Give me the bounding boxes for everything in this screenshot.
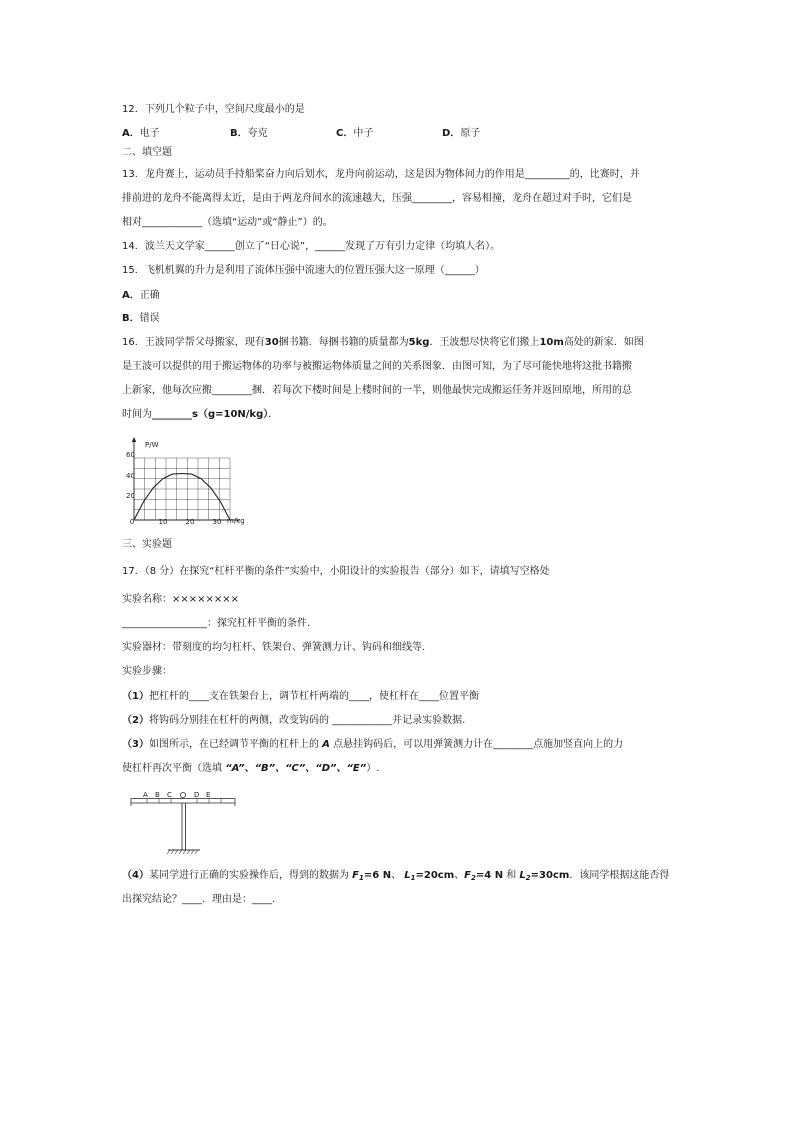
option-letter: C．: [336, 128, 354, 139]
q16-height: 10m: [539, 337, 564, 348]
option-letter: B．: [122, 313, 140, 324]
q13-line1: 13．龙舟赛上，运动员手持船桨奋力向后划水，龙舟向前运动，这是因为物体间力的作用是_________的，比赛时，并: [122, 169, 640, 180]
x-tick-label: 30: [212, 518, 222, 526]
q17-step4-line1: [122, 869, 669, 885]
lever-diagram: [128, 786, 244, 858]
q16-text: 时间为: [122, 409, 152, 420]
step-text: ．该同学根据这能否得: [569, 870, 670, 881]
q17-step2: [122, 714, 465, 728]
q12-option-a: [122, 127, 160, 141]
choices: “A”、“B”、“C”、“D”、“E”: [225, 763, 367, 774]
formula-l1-value: =20cm: [415, 870, 455, 881]
x-tick-label: 0: [129, 518, 135, 526]
step-text: 使杠杆再次平衡（选填: [122, 763, 226, 774]
q16-line2: 是王波可以提供的用于搬运物体的功率与被搬运物体质量之间的关系图象．由图可知，为了尽可能快地将这批书籍搬: [122, 361, 632, 372]
q14-text: 14．波兰天文学家______创立了“日心说”，______发现了万有引力定律（均填人名）。: [122, 241, 501, 252]
q17-purpose: _________________：探究杠杆平衡的条件.: [122, 618, 311, 629]
formula-l2: $L_2$: [519, 870, 531, 882]
q16-text: 捆书籍．每捆书籍的质量都为: [278, 337, 409, 348]
option-text: 原子: [460, 128, 481, 139]
option-letter: D．: [442, 128, 461, 139]
point-label-b: B: [155, 791, 160, 799]
formula-f2: $F_2$: [464, 870, 476, 882]
lever-beam: [131, 799, 235, 804]
power-curve: [134, 474, 230, 521]
option-text: 电子: [139, 128, 160, 139]
q13-line2: 排前进的龙舟不能离得太近，是由于两龙舟间水的流速越大，压强________，容易相撞，龙舟在超过对手时，它们是: [122, 193, 632, 204]
option-text: 正确: [139, 290, 160, 301]
step-text: 如图所示，在已经调节平衡的杠杆上的: [148, 739, 323, 750]
formula-f2-value: =4 N: [475, 870, 504, 881]
separator: 、: [391, 870, 405, 881]
conjunction: 和: [503, 870, 520, 881]
stand-base-hatching: [167, 850, 198, 854]
formula-l2-value: =30cm: [530, 870, 570, 881]
value: ××××××××: [172, 594, 240, 605]
step-text: ）.: [366, 763, 380, 774]
q16-line3: 上新家，他每次应搬________捆．若每次下楼时间是上楼时间的一半，则他最快完成搬运任务并返回原地，所用的总: [122, 385, 632, 396]
q12-stem: 12．下列几个粒子中，空间尺度最小的是: [122, 104, 305, 115]
q16-count: 30: [264, 337, 279, 348]
q17-experiment-name: [122, 593, 239, 607]
q12-option-d: [442, 127, 480, 141]
q16-line4: [122, 408, 278, 422]
q15-option-a: [122, 289, 160, 303]
step-text: 某同学进行正确的实验操作后，得到的数据为: [148, 870, 353, 881]
y-tick-label: 60: [126, 451, 135, 459]
separator: 、: [454, 870, 465, 881]
q16-text: 高处的新家．如图: [563, 337, 644, 348]
label: 实验名称：: [122, 594, 172, 605]
q16-answer-blank: ________s（g=10N/kg）: [152, 409, 269, 420]
power-mass-chart: [118, 436, 258, 528]
q15-option-b: [122, 312, 160, 326]
point-label: A: [322, 739, 330, 750]
q12-option-c: [336, 127, 373, 141]
point-label-a: A: [143, 791, 148, 799]
q16-text: ．王波想尽快将它们搬上: [429, 337, 540, 348]
y-axis-label: P/W: [145, 441, 159, 449]
option-letter: A．: [122, 128, 140, 139]
q12-option-b: [230, 127, 268, 141]
section-heading-fill-blank: 二、填空题: [122, 147, 172, 158]
q17-materials: 实验器材：带刻度的均匀杠杆、铁架台、弹簧测力计、钩码和细线等.: [122, 642, 426, 653]
q17-step3-line1: [122, 738, 623, 752]
q13-line3: 相对____________（选填“运动”或“静止”）的。: [122, 217, 333, 228]
step-text: 将钩码分别挂在杠杆的两侧，改变钩码的 ____________并记录实验数据.: [148, 715, 466, 726]
step-number: （2）: [122, 715, 149, 726]
chart-grid: [134, 458, 230, 520]
option-text: 中子: [353, 128, 374, 139]
step-number: （4）: [122, 870, 149, 881]
formula-f1-value: =6 N: [363, 870, 392, 881]
y-tick-label: 40: [126, 472, 135, 480]
option-text: 错误: [139, 313, 160, 324]
q16-line1: [122, 336, 644, 350]
step-number: （3）: [122, 739, 149, 750]
q17-step3-line2: [122, 762, 379, 776]
option-letter: A．: [122, 290, 140, 301]
point-label-c: C: [167, 791, 172, 799]
q16-text: ．: [268, 409, 279, 420]
x-axis-label: m/kg: [227, 517, 245, 525]
point-label-d: D: [194, 791, 200, 799]
x-tick-label: 10: [158, 518, 168, 526]
pivot-ring: [180, 792, 185, 797]
q15-stem: 15．飞机机翼的升力是利用了流体压强中流速大的位置压强大这一原理（______）: [122, 265, 485, 276]
formula-l1: $L_1$: [404, 870, 416, 882]
q17-steps-title: 实验步骤：: [122, 666, 172, 677]
point-label-e: E: [206, 791, 211, 799]
section-heading-experiment: 三、实验题: [122, 539, 172, 550]
q16-mass: 5kg: [408, 337, 430, 348]
option-letter: B．: [230, 128, 248, 139]
q17-intro: 17．（8 分）在探究“杠杆平衡的条件”实验中，小阳设计的实验报告（部分）如下，请填写空格处: [122, 566, 550, 577]
q16-text: 16．王波同学帮父母搬家，现有: [122, 337, 265, 348]
q17-step4-line2: 出探究结论？____．理由是：____.: [122, 894, 276, 905]
y-tick-label: 20: [126, 492, 135, 500]
q17-step1: [122, 690, 479, 704]
step-number: （1）: [122, 691, 149, 702]
option-text: 夸克: [247, 128, 268, 139]
y-axis-arrow: [132, 437, 136, 442]
x-tick-label: 20: [185, 518, 195, 526]
formula-f1: $F_1$: [352, 870, 364, 882]
step-text: 点悬挂钩码后，可以用弹簧测力计在________点施加竖直向上的力: [329, 739, 624, 750]
step-text: 把杠杆的____支在铁架台上，调节杠杆两端的____，使杠杆在____位置平衡: [148, 691, 479, 702]
